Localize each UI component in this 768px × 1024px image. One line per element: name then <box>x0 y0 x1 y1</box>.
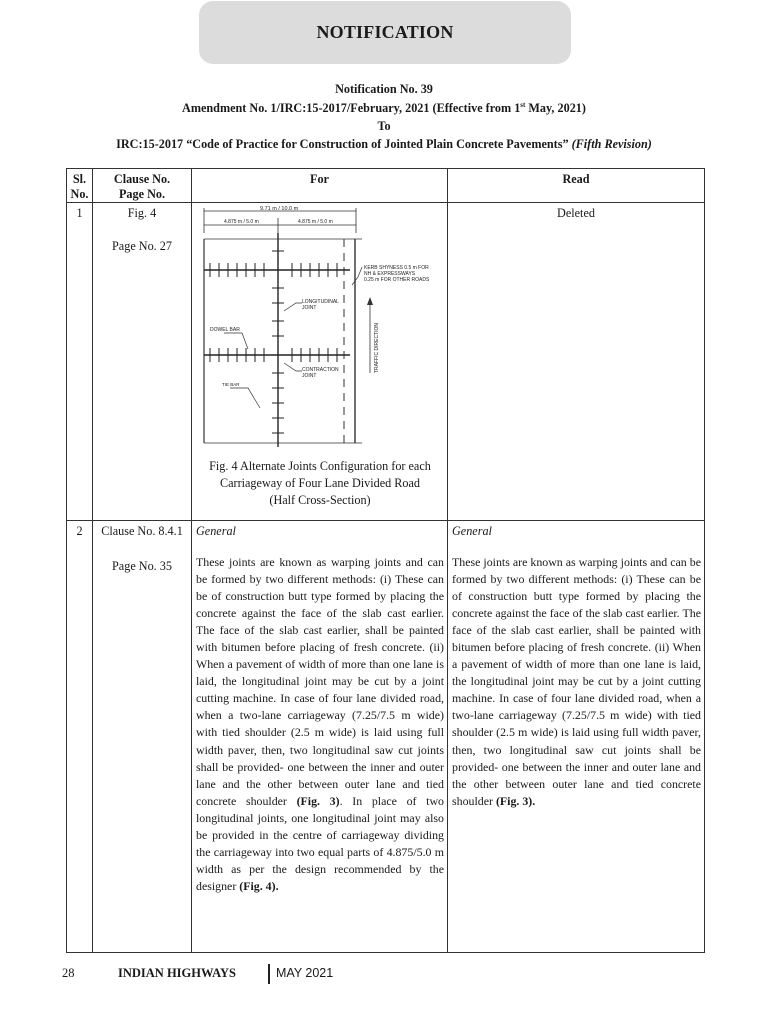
amendment-table <box>66 168 705 953</box>
notification-number: Notification No. 39 <box>335 82 433 96</box>
table-row <box>67 521 705 953</box>
row1-clause <box>93 203 192 521</box>
banner-title: NOTIFICATION <box>316 22 454 42</box>
amendment-line <box>0 101 768 116</box>
row2-for-text-2: . In place of two longitudinal joints, one longitudinal joint may also be provided in the centre of carriageway dividing the carriageway into two equal parts of 4.875/5.0 m width as per the design recommended by the designer <box>196 793 444 893</box>
label-kerb-1: KERB SHYNESS 0.5 m FOR <box>364 265 429 271</box>
leader-contraction <box>284 363 302 371</box>
row2-read-text-1: These joints are known as warping joints and can be formed by two different methods: (i) These can be of construction butt type formed by placing the concrete against the face of the slab cast earlier. The face of the slab cast earlier, shall be painted with bitumen before placing of fresh concrete. (ii) When a pavement of width of more than one lane is laid, the longitudinal joint may be cut by a joint cutting machine. In case of four lane divided road, when a two-lane carriageway (7.25/7.5 m wide) with tied shoulder (2.5 m wide) is laid using full width paver, then, two longitudinal saw cut joints shall be provided- one between the inner and outer lane and the other between outer lane and tied concrete shoulder <box>452 555 701 808</box>
row1-read: Deleted <box>448 203 705 521</box>
fig4-svg <box>192 203 448 453</box>
label-kerb-2: NH & EXPRESSWAYS <box>364 271 416 277</box>
table-header-row <box>67 169 705 203</box>
row2-for-text-1: These joints are known as warping joints and can be formed by two different methods: (i) These can be of construction butt type formed by placing the concrete against the face of the slab cast earlier. The face of the slab cast earlier, shall be painted with bitumen before placing of fresh concrete. (ii) When a pavement of width of more than one lane is laid, the longitudinal joint may be cut by a joint cutting machine. In case of four lane divided road, when a two-lane carriageway (7.25/7.5 m wide) with tied shoulder (2.5 m wide) is laid using full width paver, then, two longitudinal saw cut joints shall be provided- one between the inner and outer lane and the other between outer lane and tied concrete shoulder <box>196 555 444 808</box>
traffic-arrow-head <box>367 297 373 305</box>
journal-name: INDIAN HIGHWAYS <box>118 966 236 980</box>
label-contraction-2: JOINT <box>302 373 317 379</box>
header-sl-line2: No. <box>70 186 89 201</box>
issue-date: MAY 2021 <box>276 966 334 980</box>
leader-long-joint <box>284 303 302 311</box>
label-traffic-direction: TRAFFIC DIRECTION <box>374 323 380 373</box>
label-total-width: 9.71 m / 10.0 m <box>260 206 299 212</box>
row1-sl: 1 <box>67 203 93 521</box>
amendment-pre: Amendment No. 1/IRC:15-2017/February, 2021 (Effective from 1 <box>182 101 521 116</box>
label-long-joint-1: LONGITUDINAL <box>302 299 339 305</box>
leader-kerb <box>352 267 362 285</box>
row2-read-heading: General <box>452 524 492 538</box>
header-for: For <box>192 169 448 203</box>
footer-divider <box>268 964 270 984</box>
code-title-line <box>0 137 768 152</box>
label-dowel-bar: DOWEL BAR <box>210 327 240 333</box>
row2-read <box>448 521 705 953</box>
code-revision: (Fifth Revision) <box>571 137 652 151</box>
label-long-joint-2: JOINT <box>302 305 317 311</box>
row2-clause <box>93 521 192 953</box>
code-title: IRC:15-2017 “Code of Practice for Construction of Jointed Plain Concrete Pavements” <box>116 137 569 151</box>
amendment-post: May, 2021) <box>525 101 586 116</box>
row1-page-no: Page No. 27 <box>112 239 172 253</box>
header-sl <box>67 169 93 203</box>
row2-sl: 2 <box>67 521 93 953</box>
header-sl-line1: Sl. <box>72 172 87 186</box>
row2-clause-no: Clause No. 8.4.1 <box>101 524 183 538</box>
fig4-caption-1: Fig. 4 Alternate Joints Configuration for each <box>209 459 431 473</box>
header-clause-line2: Page No. <box>118 186 166 201</box>
table-row <box>67 203 705 521</box>
row2-for-ref-1: (Fig. 3) <box>296 793 340 808</box>
label-tie-bar: TIE BAR <box>222 382 240 387</box>
label-contraction-1: CONTRACTION <box>302 367 339 373</box>
amendment-sup: st <box>520 101 526 109</box>
label-kerb-3: 0.25 m FOR OTHER ROADS <box>364 277 430 283</box>
fig4-caption <box>192 458 448 509</box>
row2-for-ref-2: (Fig. 4). <box>239 878 279 893</box>
fig4-caption-2: Carriageway of Four Lane Divided Road <box>219 476 421 490</box>
fig4-drawing <box>192 203 447 517</box>
row2-for-heading: General <box>196 524 236 538</box>
to-line: To <box>377 119 391 133</box>
leader-tie-bar <box>230 388 260 408</box>
notification-banner <box>199 1 571 64</box>
header-clause-line1: Clause No. <box>113 172 171 186</box>
row1-for <box>192 203 448 521</box>
label-half-left: 4.875 m / 5.0 m <box>224 219 259 225</box>
row2-for-text <box>192 539 447 895</box>
page-number: 28 <box>62 966 75 980</box>
row1-clause-no: Fig. 4 <box>127 206 157 220</box>
leader-dowel <box>224 333 248 349</box>
header-clause <box>93 169 192 203</box>
row2-page-no: Page No. 35 <box>112 559 172 573</box>
fig4-caption-3: (Half Cross-Section) <box>269 493 371 507</box>
row2-read-ref-1: (Fig. 3). <box>495 793 536 808</box>
header-read: Read <box>448 169 705 203</box>
label-half-right: 4.875 m / 5.0 m <box>298 219 333 225</box>
row2-for <box>192 521 448 953</box>
row2-read-text <box>448 539 704 810</box>
